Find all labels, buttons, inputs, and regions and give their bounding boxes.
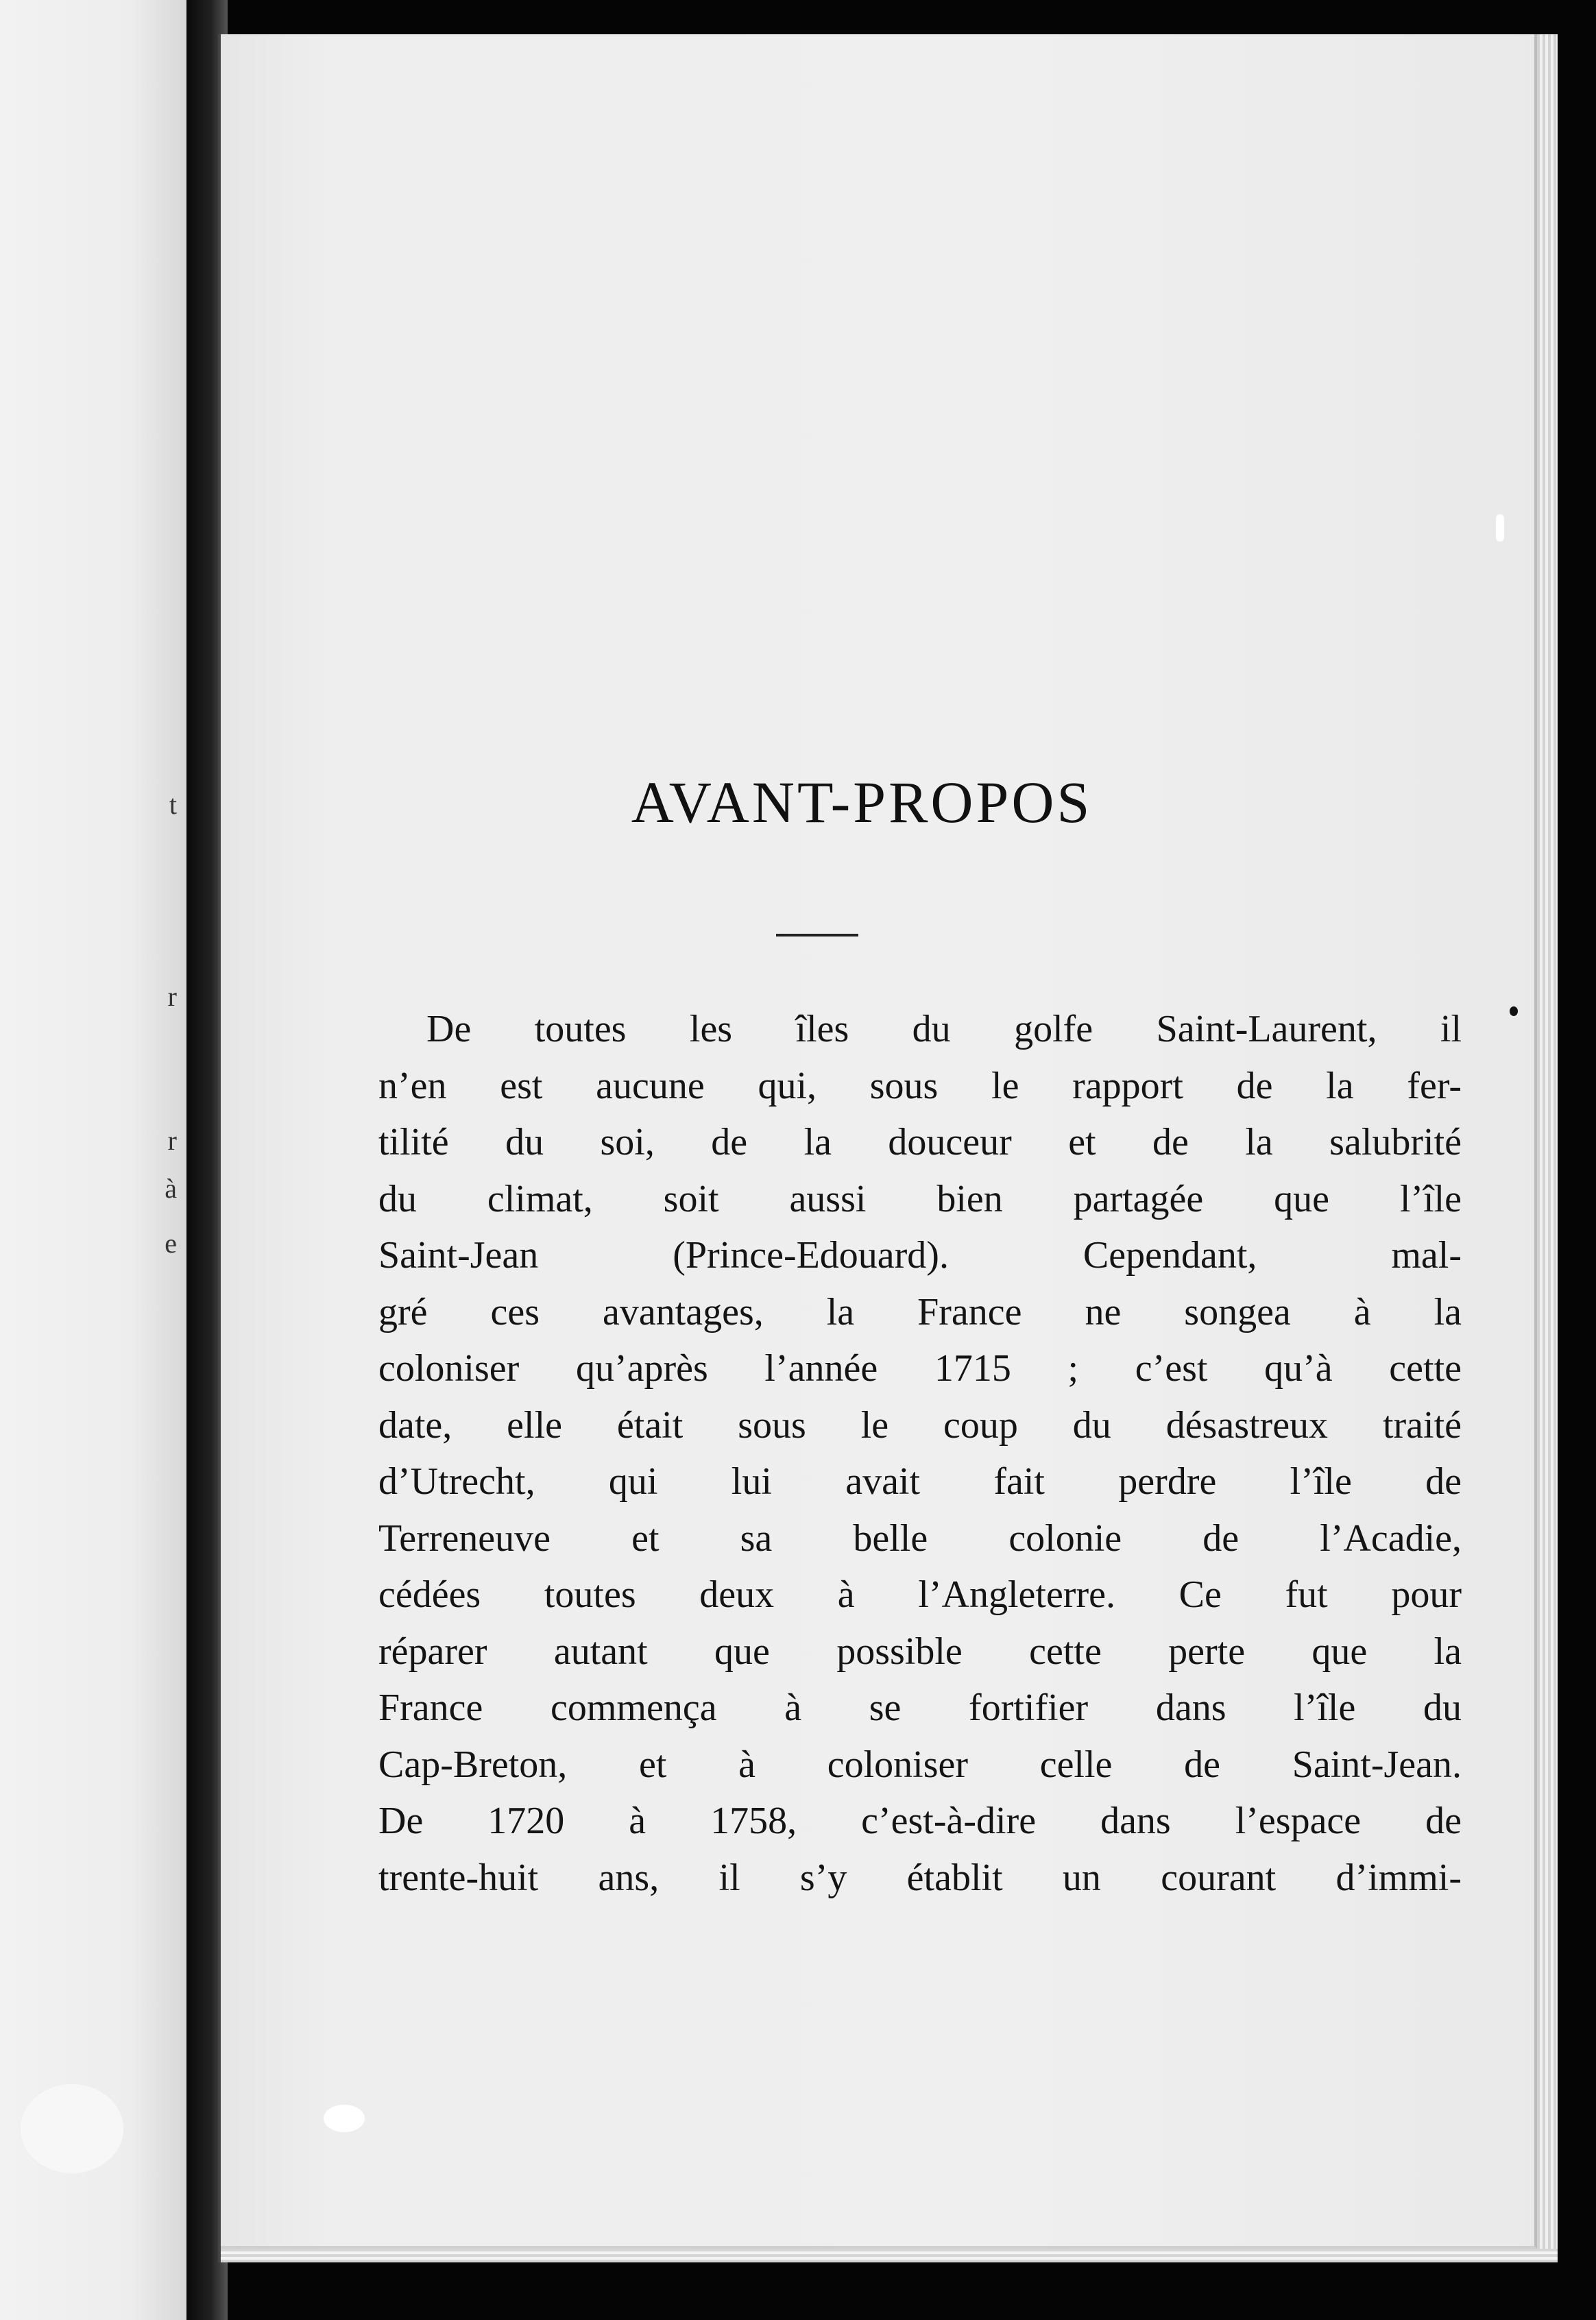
text-line: trente-huit ans, il s’y établit un courant d’immi- <box>378 1856 1462 1899</box>
text-line: n’en est aucune qui, sous le rapport de la fer- <box>378 1064 1462 1107</box>
text-line: Terreneuve et sa belle colonie de l’Acadie, <box>378 1517 1462 1560</box>
text-line: tilité du soi, de la douceur et de la salubrité <box>378 1121 1462 1163</box>
left-edge-char: r <box>167 981 177 1012</box>
text-line: réparer autant que possible cette perte que la <box>378 1630 1462 1673</box>
text-line: cédées toutes deux à l’Angleterre. Ce fut pour <box>378 1573 1462 1616</box>
text-line: d’Utrecht, qui lui avait fait perdre l’île de <box>378 1460 1462 1503</box>
text-line: De 1720 à 1758, c’est-à-dire dans l’espace de <box>378 1800 1462 1842</box>
text-line: Saint-Jean (Prince-Edouard). Cependant, mal- <box>378 1234 1462 1277</box>
left-edge-char: t <box>169 789 177 820</box>
left-edge-char: à <box>165 1173 177 1204</box>
title-rule <box>776 934 858 937</box>
left-edge-char: e <box>165 1228 177 1259</box>
scan-blot <box>21 2084 123 2173</box>
left-edge-char: r <box>167 1125 177 1156</box>
avant-propos-paragraph <box>378 1001 1462 1906</box>
text-line: Cap-Breton, et à coloniser celle de Saint-Jean. <box>378 1743 1462 1786</box>
text-line: De toutes les îles du golfe Saint-Laurent, il <box>426 1008 1462 1050</box>
scan-blot <box>324 2105 365 2132</box>
book-page <box>218 34 1558 2262</box>
text-line: du climat, soit aussi bien partagée que l’île <box>378 1177 1462 1220</box>
page-stack-bottom-edge <box>221 2249 1558 2262</box>
scan-dot <box>1510 1006 1518 1016</box>
scan-scratch <box>1496 514 1504 542</box>
left-facing-page-edge <box>0 0 186 2320</box>
page-stack-right-edge <box>1537 34 1558 2262</box>
text-line: coloniser qu’après l’année 1715 ; c’est qu’à cette <box>378 1347 1462 1390</box>
text-line: France commença à se fortifier dans l’île du <box>378 1687 1462 1729</box>
text-line: date, elle était sous le coup du désastreux traité <box>378 1403 1462 1447</box>
page-title: AVANT-PROPOS <box>631 769 1093 835</box>
text-line: gré ces avantages, la France ne songea à la <box>378 1290 1462 1333</box>
